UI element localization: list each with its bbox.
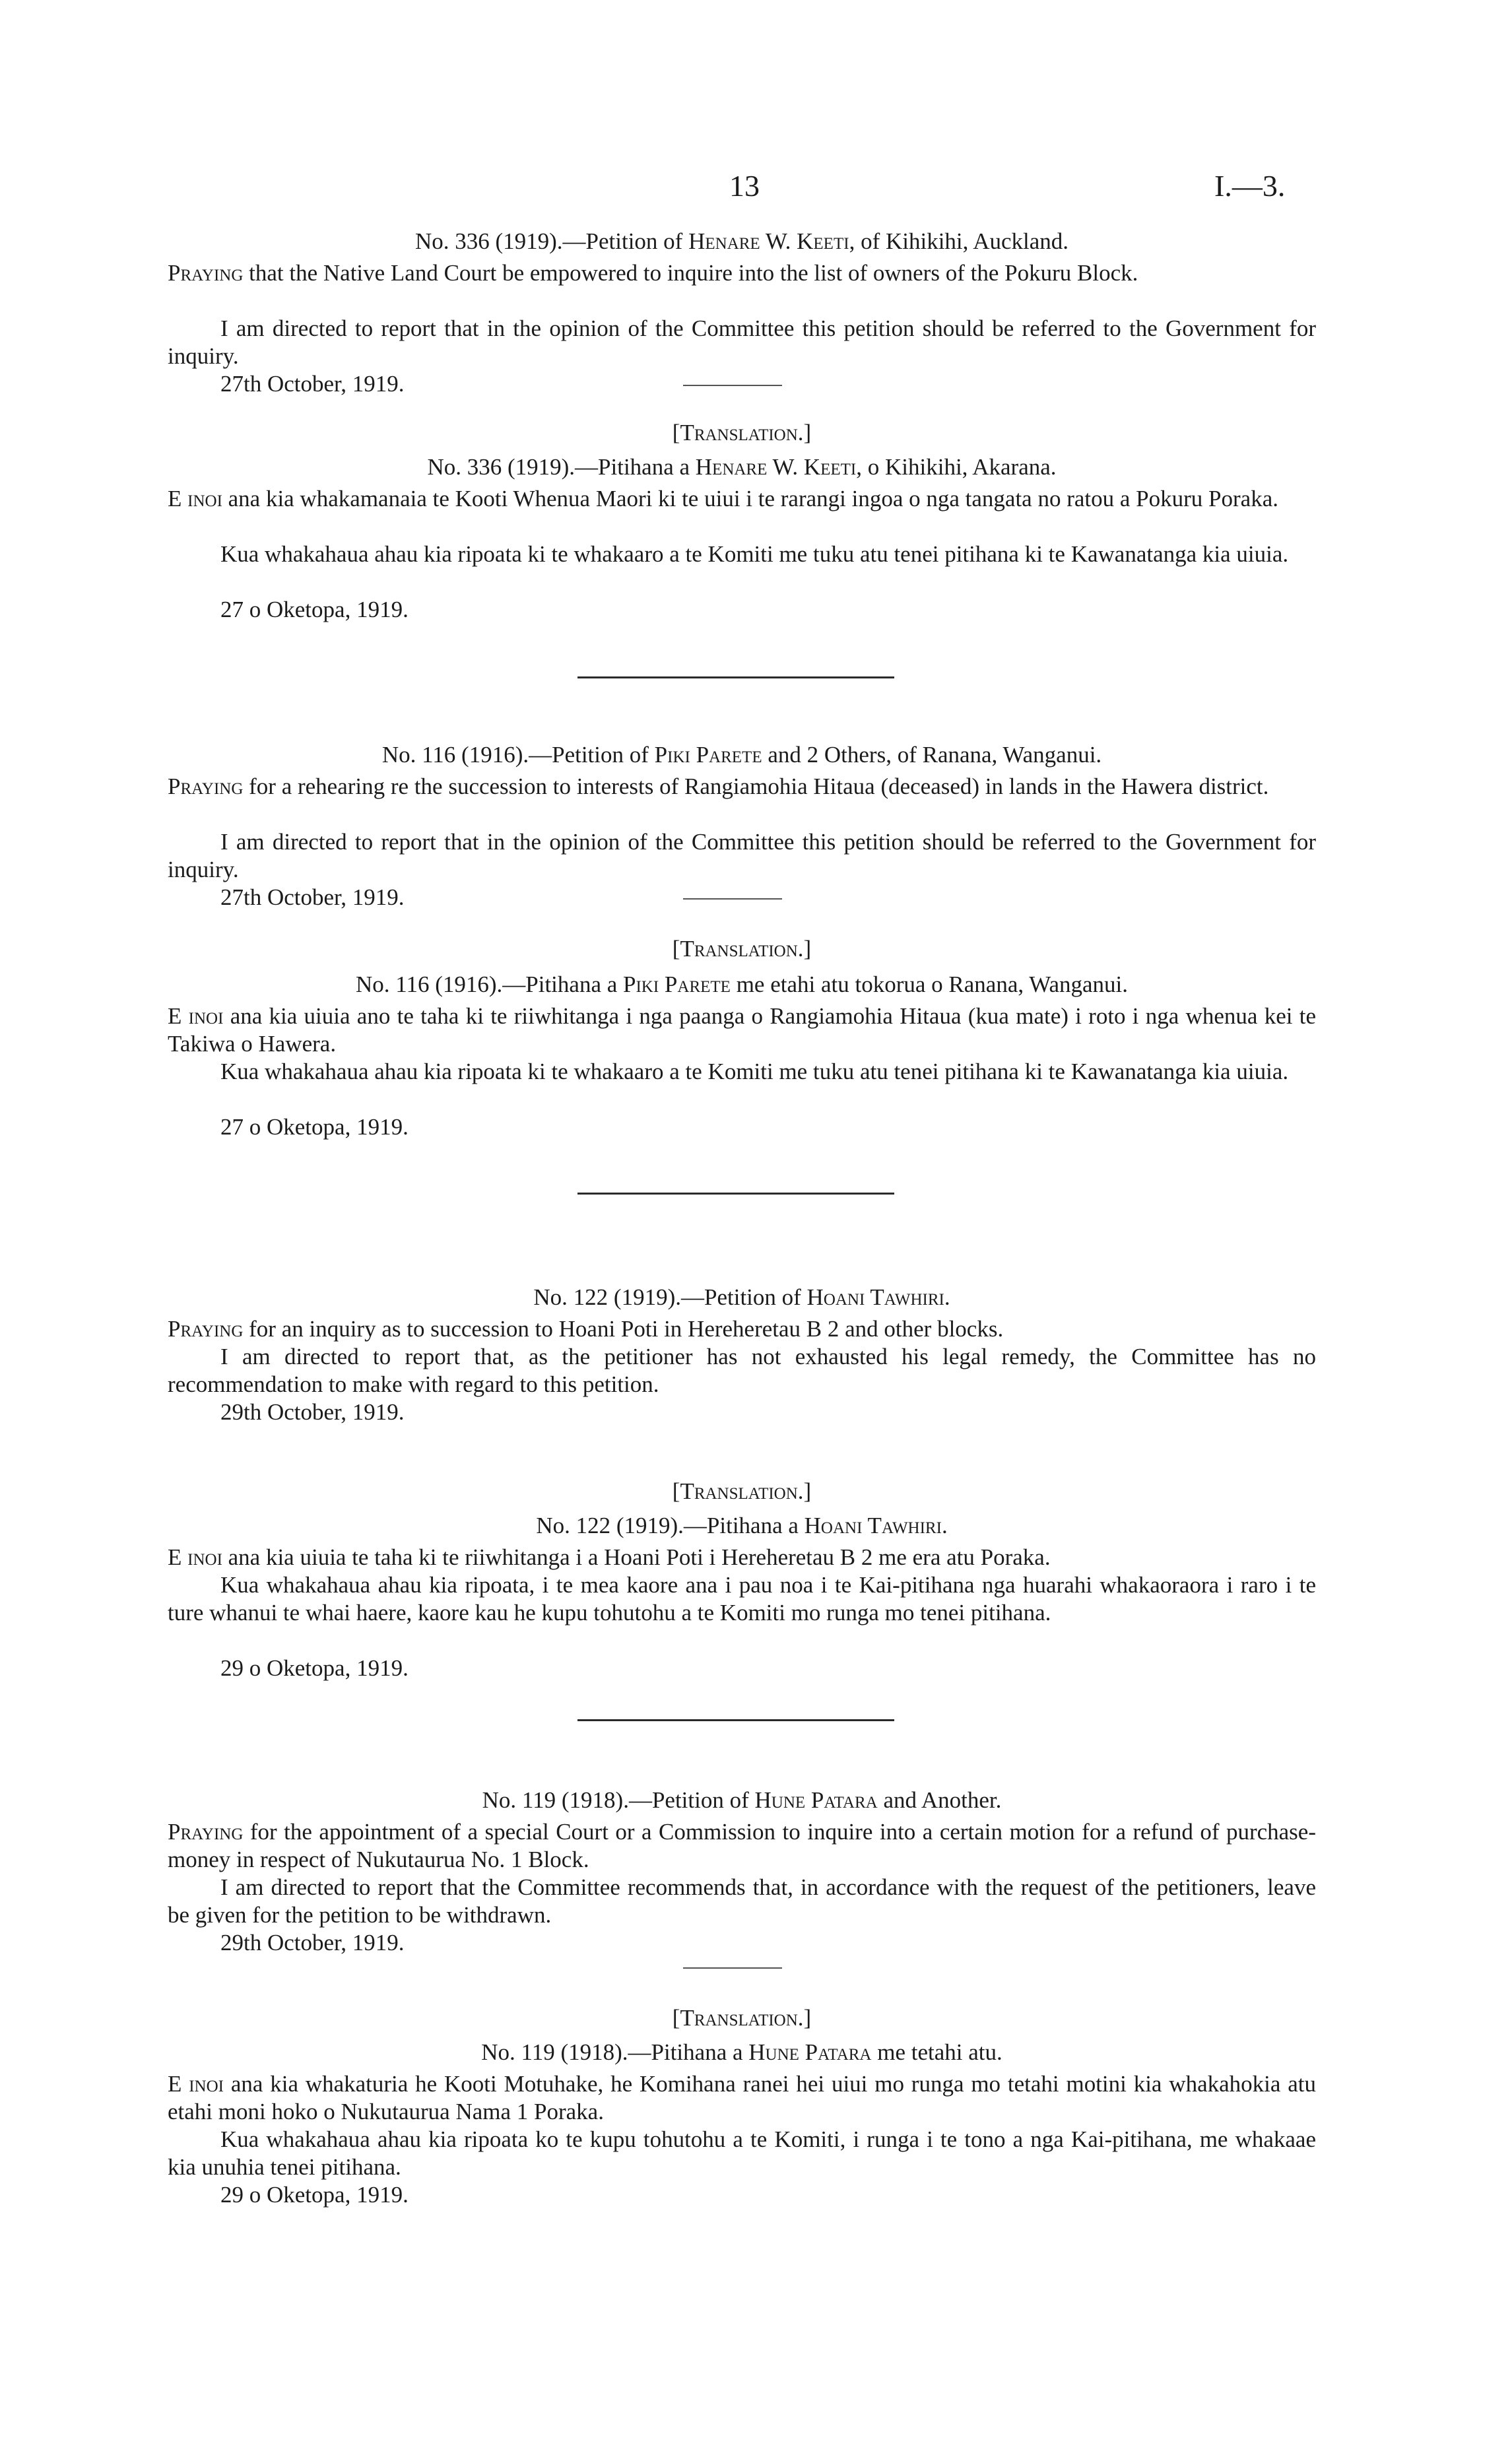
translation-praying xyxy=(168,1544,1316,1571)
translation-date: 29 o Oketopa, 1919. xyxy=(220,2182,409,2208)
short-divider xyxy=(683,385,782,386)
report-paragraph: I am directed to report that, as the petitioner has not exhausted his legal remedy, the Committee has no recommendation to make with regard to this petition. xyxy=(168,1344,1316,1397)
praying-lead: E inoi xyxy=(168,1544,222,1570)
petition-title xyxy=(168,741,1316,769)
translation-report: Kua whakahaua ahau kia ripoata ki te whakaaro a te Komiti me tuku atu tenei pitihana ki te Kawanatanga kia uiuia. xyxy=(220,541,1289,567)
translation-date: 29 o Oketopa, 1919. xyxy=(220,1655,409,1681)
report-date: 27th October, 1919. xyxy=(220,884,405,910)
report-date: 27th October, 1919. xyxy=(220,371,405,397)
petition-title xyxy=(168,228,1316,255)
report-date: 29th October, 1919. xyxy=(220,1399,405,1425)
title-suffix: . xyxy=(944,1284,950,1310)
praying-text: ana kia whakamanaia te Kooti Whenua Maori ki te uiui i te rarangi ingoa o nga tangata no ratou a Pokuru Poraka. xyxy=(222,486,1278,511)
praying-lead: E inoi xyxy=(168,2071,224,2097)
praying-text: for a rehearing re the succession to interests of Rangiamohia Hitaua (deceased) in lands in the Hawera district. xyxy=(243,773,1269,799)
page-number: 13 xyxy=(729,169,760,203)
title-suffix: and Another. xyxy=(877,1787,1002,1813)
short-divider xyxy=(683,898,782,900)
petition-title xyxy=(168,1787,1316,1814)
title-prefix: No. 122 (1919).—Petition of xyxy=(533,1284,807,1310)
praying-paragraph xyxy=(168,1315,1316,1343)
translation-praying xyxy=(168,485,1316,513)
praying-text: ana kia uiuia ano te taha ki te riiwhitanga i nga paanga o Rangiamohia Hitaua (kua mate) i roto i nga whenua kei te Takiwa o Hawera. xyxy=(168,1003,1316,1057)
title-prefix: No. 336 (1919).—Petition of xyxy=(414,228,689,254)
report-date: 29th October, 1919. xyxy=(220,1930,405,1955)
translation-report: Kua whakahaua ahau kia ripoata ki te whakaaro a te Komiti me tuku atu tenei pitihana ki te Kawanatanga kia uiuia. xyxy=(220,1059,1289,1084)
praying-text: for an inquiry as to succession to Hoani Poti in Hereheretau B 2 and other blocks. xyxy=(243,1316,1004,1342)
translation-praying xyxy=(168,1002,1316,1058)
petitioner-name: Hoani Tawhiri xyxy=(804,1513,942,1538)
document-reference: I.—3. xyxy=(1214,169,1286,203)
translation-title xyxy=(168,971,1316,999)
short-divider xyxy=(683,1967,782,1969)
petitioner-name: Hune Patara xyxy=(748,2039,872,2065)
petitioner-name: Piki Parete xyxy=(623,971,731,997)
petitioner-name: Henare W. Keeti xyxy=(695,454,857,480)
praying-lead: E inoi xyxy=(168,486,222,511)
praying-lead: E inoi xyxy=(168,1003,224,1029)
translation-date: 27 o Oketopa, 1919. xyxy=(220,597,409,622)
title-suffix: , of Kihikihi, Auckland. xyxy=(849,228,1069,254)
report-paragraph: I am directed to report that the Committee recommends that, in accordance with the request of the petitioners, leave be given for the petition to be withdrawn. xyxy=(168,1874,1316,1928)
title-prefix: No. 116 (1916).—Petition of xyxy=(381,742,655,768)
translation-title xyxy=(168,1512,1316,1540)
title-suffix: and 2 Others, of Ranana, Wanganui. xyxy=(762,742,1102,768)
translation-title xyxy=(168,2039,1316,2066)
title-prefix: No. 116 (1916).—Pitihana a xyxy=(355,971,624,997)
title-suffix: me tetahi atu. xyxy=(871,2039,1003,2065)
title-suffix: . xyxy=(941,1513,948,1538)
praying-lead: Praying xyxy=(168,1316,244,1342)
praying-text: ana kia uiuia te taha ki te riiwhitanga i a Hoani Poti i Hereheretau B 2 me era atu Poraka. xyxy=(222,1544,1051,1570)
praying-paragraph xyxy=(168,773,1316,801)
praying-text: for the appointment of a special Court or a Commission to inquire into a certain motion for a refund of purchase-money in respect of Nukutaurua No. 1 Block. xyxy=(168,1819,1316,1872)
translation-label: [Translation.] xyxy=(672,936,812,962)
translation-title xyxy=(168,453,1316,481)
translation-date: 27 o Oketopa, 1919. xyxy=(220,1114,409,1140)
praying-lead: Praying xyxy=(168,260,244,286)
praying-paragraph xyxy=(168,259,1316,287)
report-paragraph: I am directed to report that in the opinion of the Committee this petition should be referred to the Government for inquiry. xyxy=(168,315,1316,369)
title-prefix: No. 336 (1919).—Pitihana a xyxy=(427,454,696,480)
petitioner-name: Piki Parete xyxy=(654,742,762,768)
section-divider xyxy=(577,676,894,678)
praying-paragraph xyxy=(168,1818,1316,1874)
translation-label: [Translation.] xyxy=(672,420,812,445)
translation-report: Kua whakahaua ahau kia ripoata ko te kupu tohutohu a te Komiti, i runga i te tono a nga Kai-pitihana, me whakaae kia unuhia tenei pitihana. xyxy=(168,2126,1316,2180)
title-suffix: , o Kihikihi, Akarana. xyxy=(856,454,1057,480)
section-divider xyxy=(577,1193,894,1195)
petitioner-name: Henare W. Keeti xyxy=(688,228,849,254)
praying-text: ana kia whakaturia he Kooti Motuhake, he Komihana ranei hei uiui mo runga mo tetahi motini kia whakahokia atu etahi moni hoko o Nukutaurua Nama 1 Poraka. xyxy=(168,2071,1316,2124)
translation-label: [Translation.] xyxy=(672,1478,812,1504)
translation-label: [Translation.] xyxy=(672,2005,812,2031)
title-prefix: No. 119 (1918).—Pitihana a xyxy=(481,2039,749,2065)
title-prefix: No. 119 (1918).—Petition of xyxy=(482,1787,755,1813)
praying-text: that the Native Land Court be empowered to inquire into the list of owners of the Pokuru Block. xyxy=(243,260,1138,286)
praying-lead: Praying xyxy=(168,1819,244,1845)
translation-report: Kua whakahaua ahau kia ripoata, i te mea kaore ana i pau noa i te Kai-pitihana nga huarahi whakaoraora i raro i te ture whanui te whai haere, kaore kau he kupu tohutohu a te Komiti mo runga mo tenei pitihana. xyxy=(168,1572,1316,1626)
title-suffix: me etahi atu tokorua o Ranana, Wanganui. xyxy=(730,971,1128,997)
report-paragraph: I am directed to report that in the opinion of the Committee this petition should be referred to the Government for inquiry. xyxy=(168,829,1316,882)
praying-lead: Praying xyxy=(168,773,244,799)
section-divider xyxy=(577,1719,894,1721)
translation-praying xyxy=(168,2070,1316,2126)
petition-title xyxy=(168,1284,1316,1311)
title-prefix: No. 122 (1919).—Pitihana a xyxy=(536,1513,805,1538)
petitioner-name: Hoani Tawhiri xyxy=(806,1284,944,1310)
petitioner-name: Hune Patara xyxy=(754,1787,878,1813)
